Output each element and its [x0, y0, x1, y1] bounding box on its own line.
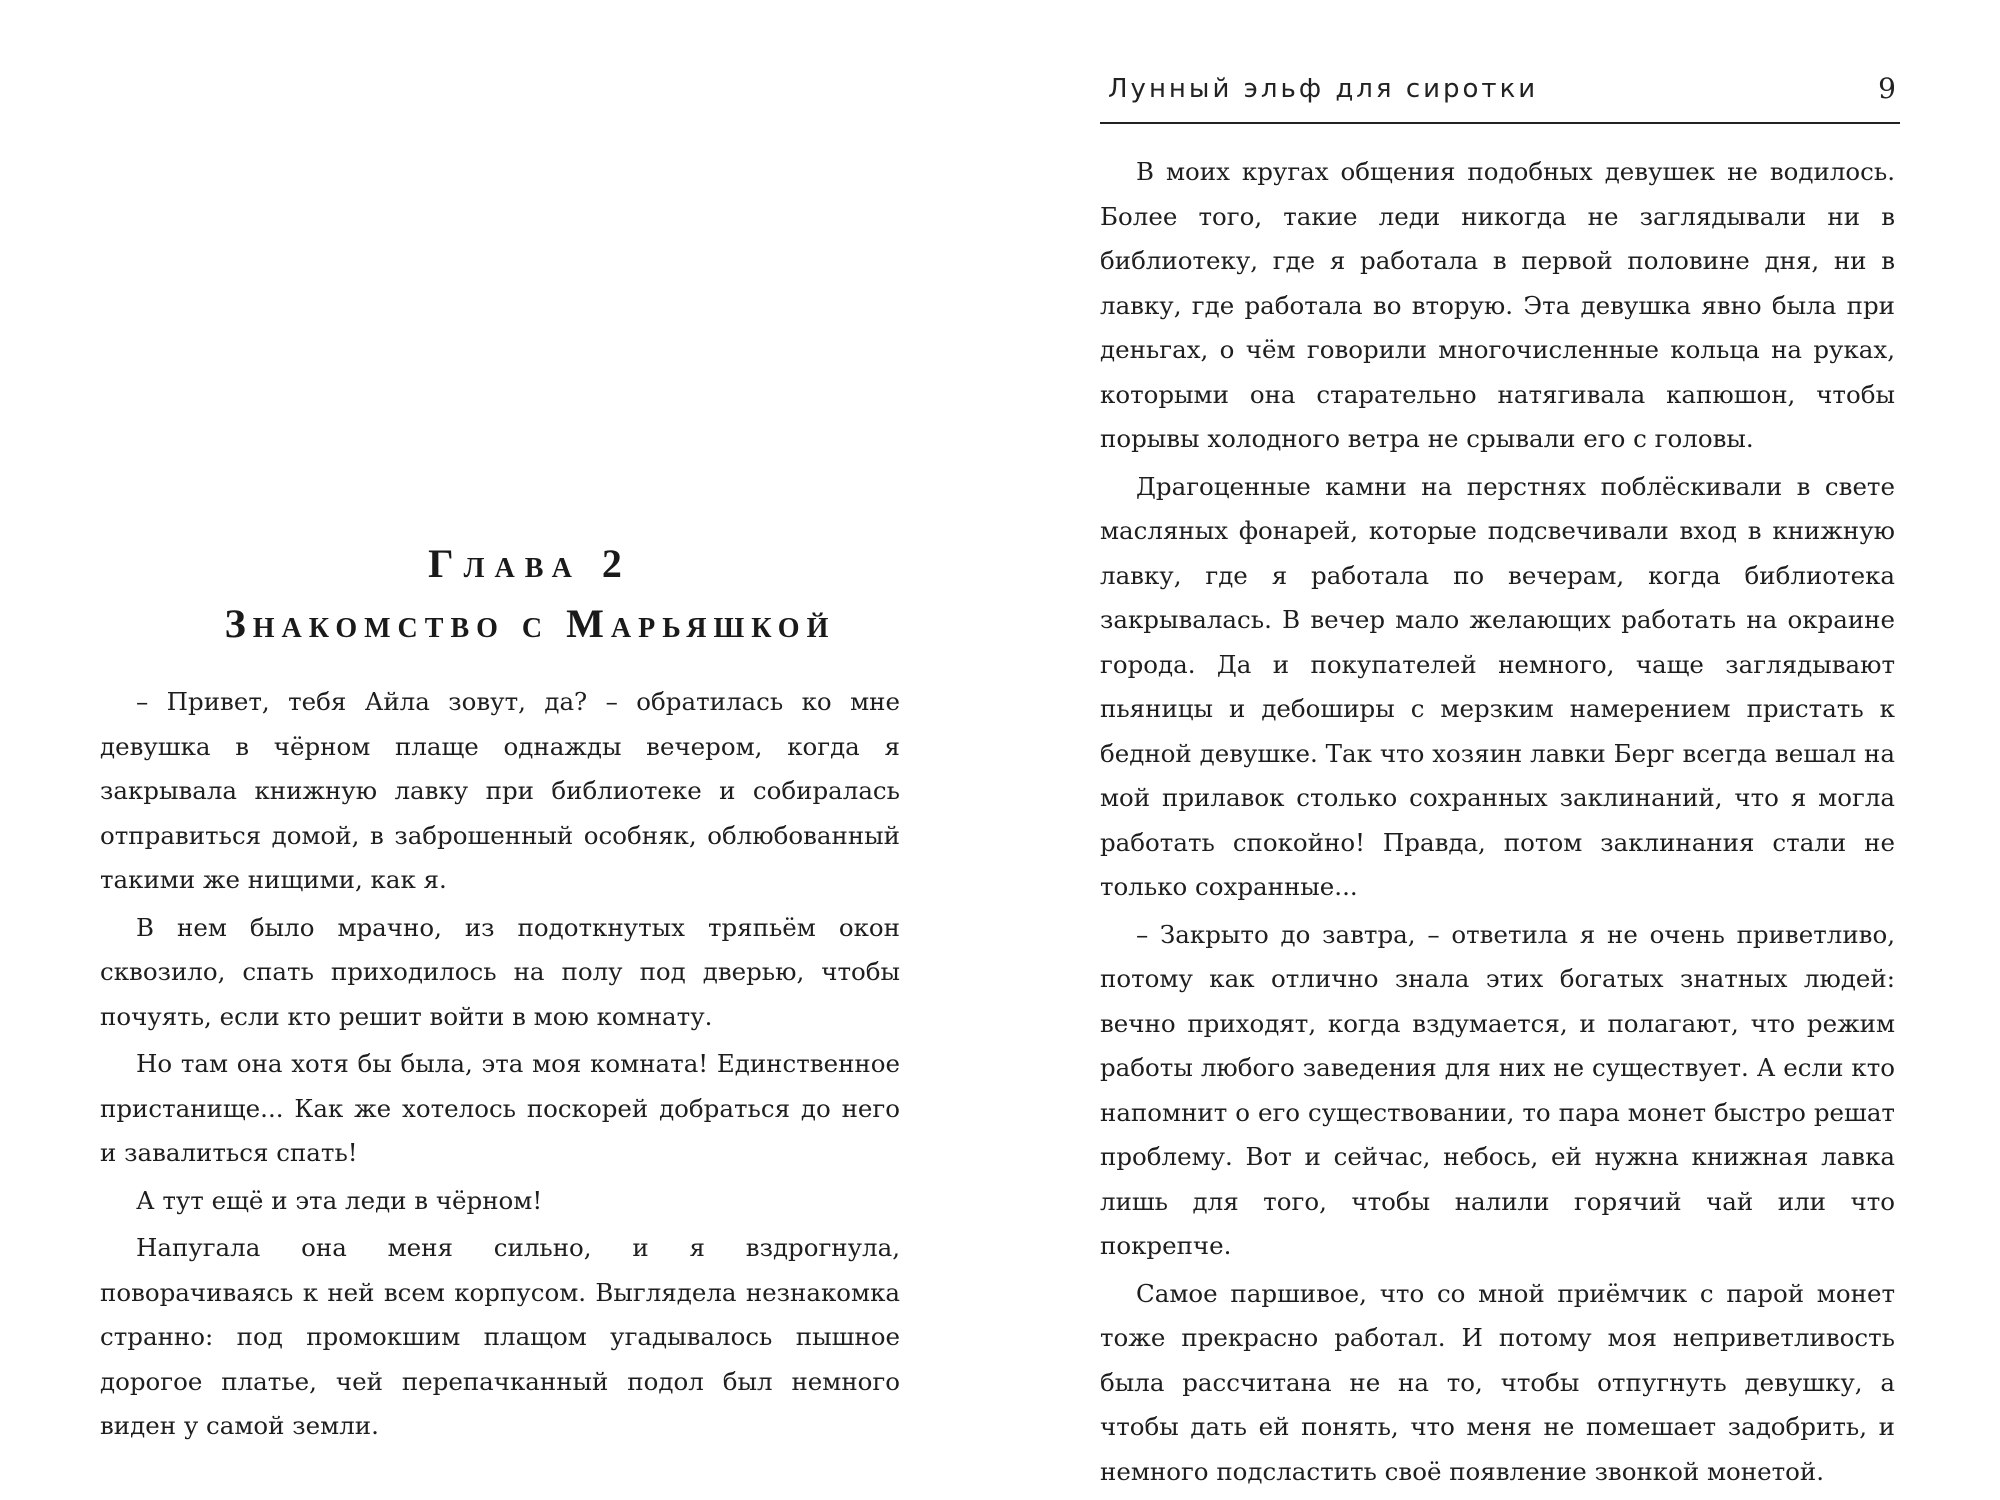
paragraph: Но там она хотя бы была, эта моя комната! Единственное пристанище... Как же хотелось поскорей добраться до него и завалиться спать! [100, 1049, 900, 1167]
paragraph: Напугала она меня сильно, и я вздрогнула, поворачиваясь к ней всем корпусом. Выглядела незнакомка странно: под промокшим плащом угадывалось пышное дорогое платье, чей перепачканный подол был немного виден у самой земли. [100, 1233, 900, 1440]
left-page-body [100, 680, 900, 1452]
right-page-body [1100, 150, 1895, 1497]
chapter-title: Знакомство с Марьяшкой [224, 601, 836, 646]
chapter-heading [150, 535, 910, 653]
paragraph: В моих кругах общения подобных девушек не водилось. Более того, такие леди никогда не заглядывали ни в библиотеку, где я работала в первой половине дня, ни в лавку, где работала во вторую. Эта девушка явно была при деньгах, о чём говорили многочисленные кольца на руках, которыми она старательно натягивала капюшон, чтобы порывы холодного ветра не срывали его с головы. [1100, 157, 1895, 453]
chapter-number: Глава 2 [428, 541, 632, 586]
paragraph: А тут ещё и эта леди в чёрном! [136, 1185, 543, 1215]
running-title: Лунный эльф для сиротки [1108, 74, 1539, 104]
paragraph: В нем было мрачно, из подоткнутых тряпьём окон сквозило, спать приходилось на полу под дверью, чтобы почуять, если кто решит войти в мою комнату. [100, 912, 900, 1031]
page-number: 9 [1878, 72, 1896, 105]
paragraph: Драгоценные камни на перстнях поблёскивали в свете масляных фонарей, которые подсвечивали вход в книжную лавку, где я работала по вечерам, когда библиотека закрывалась. В вечер мало желающих работать на окраине города. Да и покупателей немного, чаще заглядывают пьяницы и дебоширы с мерзким намерением пристать к бедной девушке. Так что хозяин лавки Берг всегда вешал на мой прилавок столько сохранных заклинаний, что я могла работать спокойно! Правда, потом заклинания стали не только сохранные... [1100, 471, 1895, 901]
running-head [1100, 68, 1900, 124]
paragraph: Самое паршивое, что со мной приёмчик с парой монет тоже прекрасно работал. И потому моя неприветливость была рассчитана не на то, чтобы отпугнуть девушку, а чтобы дать ей понять, что меня не помешает задобрить, и немного подсластить своё появление звонкой монетой. [1100, 1278, 1895, 1486]
paragraph: – Привет, тебя Айла зовут, да? – обратилась ко мне девушка в чёрном плаще однажды вечером, когда я закрывала книжную лавку при библиотеке и собиралась отправиться домой, в заброшенный особняк, облюбованный такими же нищими, как я. [100, 687, 900, 894]
paragraph: – Закрыто до завтра, – ответила я не очень приветливо, потому как отлично знала этих богатых знатных людей: вечно приходят, когда вздумается, и полагают, что режим работы любого заведения для них не существует. А если кто напомнит о его существовании, то пара монет быстро решат проблему. Вот и сейчас, небось, ей нужна книжная лавка лишь для того, чтобы налили горячий чай или что покрепче. [1100, 919, 1895, 1260]
